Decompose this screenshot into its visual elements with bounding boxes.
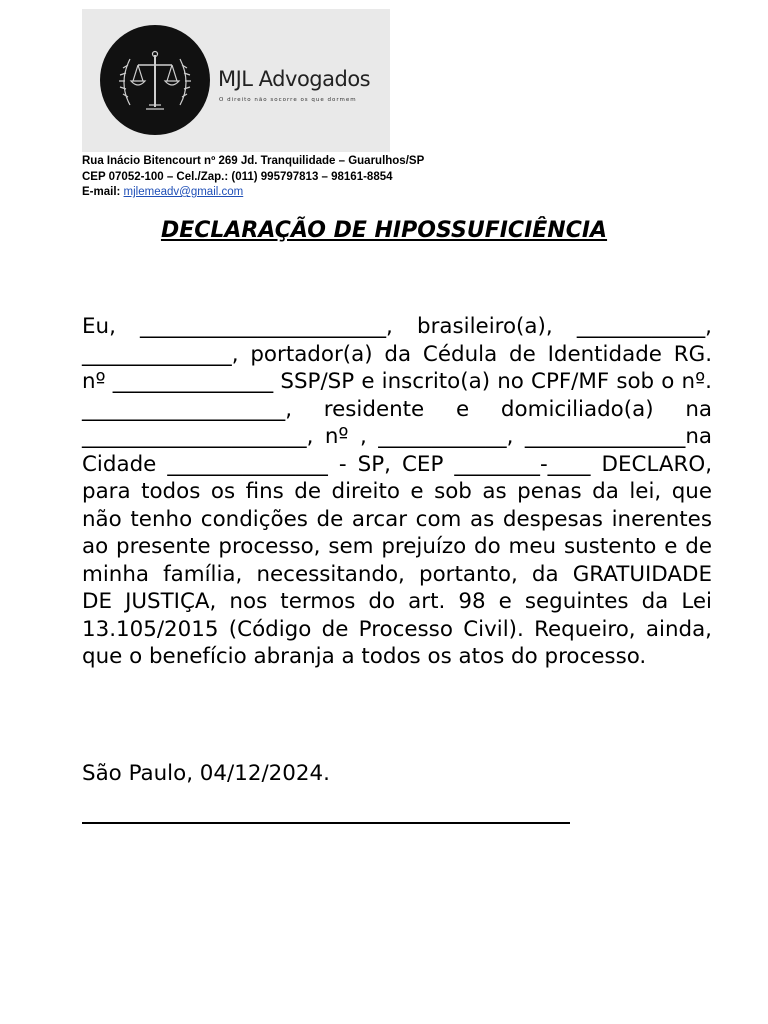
email-link[interactable]: mjlemeadv@gmail.com (123, 186, 244, 198)
email-line (82, 185, 424, 201)
declaration-body: Eu, _______________________, brasileiro(a), ____________, ______________, portador(a) da Cédula de Identidade RG. nº _______________ SSP/SP e inscrito(a) no CPF/MF sob o nº. ___________________, residente e domiciliado(a) na _____________________, nº , ____________, _______________na Cidade _______________ - SP, CEP ________-____ DECLARO, para todos os fins de direito e sob as penas da lei, que não tenho condições de arcar com as despesas inerentes ao presente processo, sem prejuízo do meu sustento e de minha família, necessitando, portanto, da GRATUIDADE DE JUSTIÇA, nos termos do art. 98 e seguintes da Lei 13.105/2015 (Código de Processo Civil). Requeiro, ainda, que o benefício abranja a todos os atos do processo. (82, 314, 712, 669)
contact-line: CEP 07052-100 – Cel./Zap.: (011) 995797813 – 98161-8854 (82, 170, 393, 183)
document-title: DECLARAÇÃO DE HIPOSSUFICIÊNCIA (160, 218, 608, 243)
address-line: Rua Inácio Bitencourt nº 269 Jd. Tranquilidade – Guarulhos/SP (82, 155, 425, 167)
scales-of-justice-icon (100, 25, 210, 135)
letterhead-contact (82, 154, 424, 201)
signature-line (82, 822, 570, 824)
email-label: E-mail (82, 186, 117, 198)
logo-tagline: O direito não socorre os que dormem (219, 97, 357, 103)
law-firm-logo (82, 9, 390, 152)
logo-name: MJL Advogados (218, 67, 371, 91)
email-separator: : (116, 186, 124, 198)
logo-emblem (100, 25, 210, 135)
date-line: São Paulo, 04/12/2024. (82, 761, 330, 786)
